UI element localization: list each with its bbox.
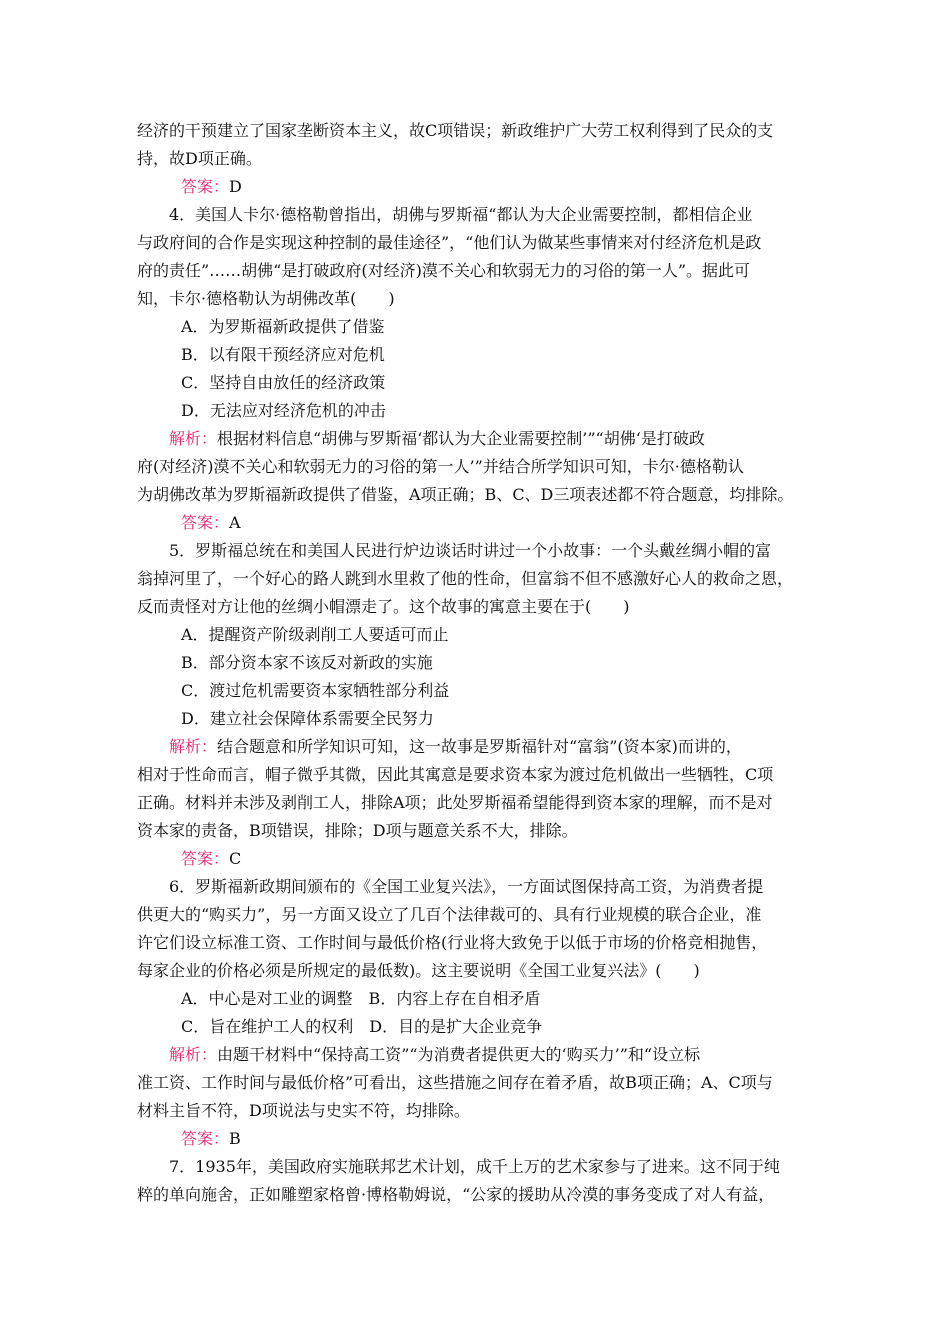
analysis-line: 为胡佛改革为罗斯福新政提供了借鉴，A项正确；B、C、D三项表述都不符合题意，均排除。	[137, 485, 794, 504]
option-c: C．坚持自由放任的经济政策	[181, 373, 386, 392]
question-stem-line: 每家企业的价格必须是所规定的最低数)。这主要说明《全国工业复兴法》( )	[137, 961, 700, 980]
answer-value: B	[229, 1129, 241, 1148]
document-body	[137, 117, 817, 1209]
text-line: 经济的干预建立了国家垄断资本主义，故C项错误；新政维护广大劳工权利得到了民众的支	[137, 121, 774, 140]
answer-label: 答案：	[181, 177, 230, 196]
analysis-line: 准工资、工作时间与最低价格”可看出，这些措施之间存在着矛盾，故B项正确；A、C项与	[137, 1073, 773, 1092]
answer-line	[137, 1125, 817, 1153]
option-a: A．提醒资产阶级剥削工人要适可而止	[181, 625, 449, 644]
previous-analysis-continuation	[137, 117, 817, 173]
analysis-line: 相对于性命而言，帽子微乎其微，因此其寓意是要求资本家为渡过危机做出一些牺牲，C项	[137, 765, 774, 784]
analysis-line: 正确。材料并未涉及剥削工人，排除A项；此处罗斯福希望能得到资本家的理解，而不是对	[137, 793, 773, 812]
analysis-text: 根据材料信息“胡佛与罗斯福‘都认为大企业需要控制’”“胡佛‘是打破政	[217, 429, 705, 448]
question-stem-line: 许它们设立标准工资、工作时间与最低价格(行业将大致免于以低于市场的价格竞相抛售，	[137, 933, 768, 952]
answer-value: D	[229, 177, 242, 196]
option-c: C．渡过危机需要资本家牺牲部分利益	[181, 681, 450, 700]
option-b: B．以有限干预经济应对危机	[181, 345, 385, 364]
analysis-line: 资本家的责备，B项错误，排除；D项与题意关系不大，排除。	[137, 821, 578, 840]
answer-line	[137, 845, 817, 873]
answer-line	[137, 173, 817, 201]
analysis-line: 材料主旨不符，D项说法与史实不符，均排除。	[137, 1101, 470, 1120]
question-stem-line: 4．美国人卡尔·德格勒曾指出，胡佛与罗斯福“都认为大企业需要控制，都相信企业	[169, 205, 753, 224]
answer-label: 答案：	[181, 1129, 230, 1148]
question-stem-line: 粹的单向施舍，正如雕塑家格曾·博格勒姆说，“公家的援助从冷漠的事务变成了对人有益，	[137, 1185, 775, 1204]
analysis-text: 结合题意和所学知识可知，这一故事是罗斯福针对“富翁”(资本家)而讲的，	[217, 737, 742, 756]
answer-label: 答案：	[181, 849, 230, 868]
option-row-ab: A．中心是对工业的调整 B．内容上存在自相矛盾	[181, 989, 541, 1008]
question-stem-line: 府的责任”……胡佛“是打破政府(对经济)漠不关心和软弱无力的习俗的第一人”。据此可	[137, 261, 751, 280]
option-d: D．建立社会保障体系需要全民努力	[181, 709, 434, 728]
question-6	[137, 873, 817, 1153]
answer-line	[137, 509, 817, 537]
analysis-line	[137, 425, 817, 453]
question-5	[137, 537, 817, 873]
text-line: 持，故D项正确。	[137, 149, 262, 168]
question-stem-line: 5．罗斯福总统在和美国人民进行炉边谈话时讲过一个小故事：一个头戴丝绸小帽的富	[169, 541, 772, 560]
option-b: B．部分资本家不该反对新政的实施	[181, 653, 433, 672]
analysis-line: 府(对经济)漠不关心和软弱无力的习俗的第一人’”并结合所学知识可知，卡尔·德格勒认	[137, 457, 744, 476]
answer-label: 答案：	[181, 513, 230, 532]
question-stem-line: 与政府间的合作是实现这种控制的最佳途径”，“他们认为做某些事情来对付经济危机是政	[137, 233, 762, 252]
analysis-label: 解析：	[169, 737, 218, 756]
question-stem-line: 7．1935年，美国政府实施联邦艺术计划，成千上万的艺术家参与了进来。这不同于纯	[169, 1157, 780, 1176]
analysis-text: 由题干材料中“保持高工资”“为消费者提供更大的‘购买力’”和“设立标	[217, 1045, 701, 1064]
answer-value: C	[229, 849, 242, 868]
question-stem-line: 6．罗斯福新政期间颁布的《全国工业复兴法》，一方面试图保持高工资，为消费者提	[169, 877, 764, 896]
question-stem-line: 知，卡尔·德格勒认为胡佛改革( )	[137, 289, 395, 308]
analysis-line	[137, 733, 817, 761]
option-a: A．为罗斯福新政提供了借鉴	[181, 317, 385, 336]
analysis-label: 解析：	[169, 429, 218, 448]
analysis-line	[137, 1041, 817, 1069]
option-d: D．无法应对经济危机的冲击	[181, 401, 386, 420]
answer-value: A	[229, 513, 241, 532]
question-stem-line: 翁掉河里了，一个好心的路人跳到水里救了他的性命，但富翁不但不感激好心人的救命之恩，	[137, 569, 794, 588]
question-4	[137, 201, 817, 537]
question-stem-line: 供更大的“购买力”，另一方面又设立了几百个法律裁可的、具有行业规模的联合企业，准	[137, 905, 762, 924]
analysis-label: 解析：	[169, 1045, 218, 1064]
option-row-cd: C．旨在维护工人的权利 D．目的是扩大企业竞争	[181, 1017, 543, 1036]
question-7	[137, 1153, 817, 1209]
question-stem-line: 反而责怪对方让他的丝绸小帽漂走了。这个故事的寓意主要在于( )	[137, 597, 630, 616]
